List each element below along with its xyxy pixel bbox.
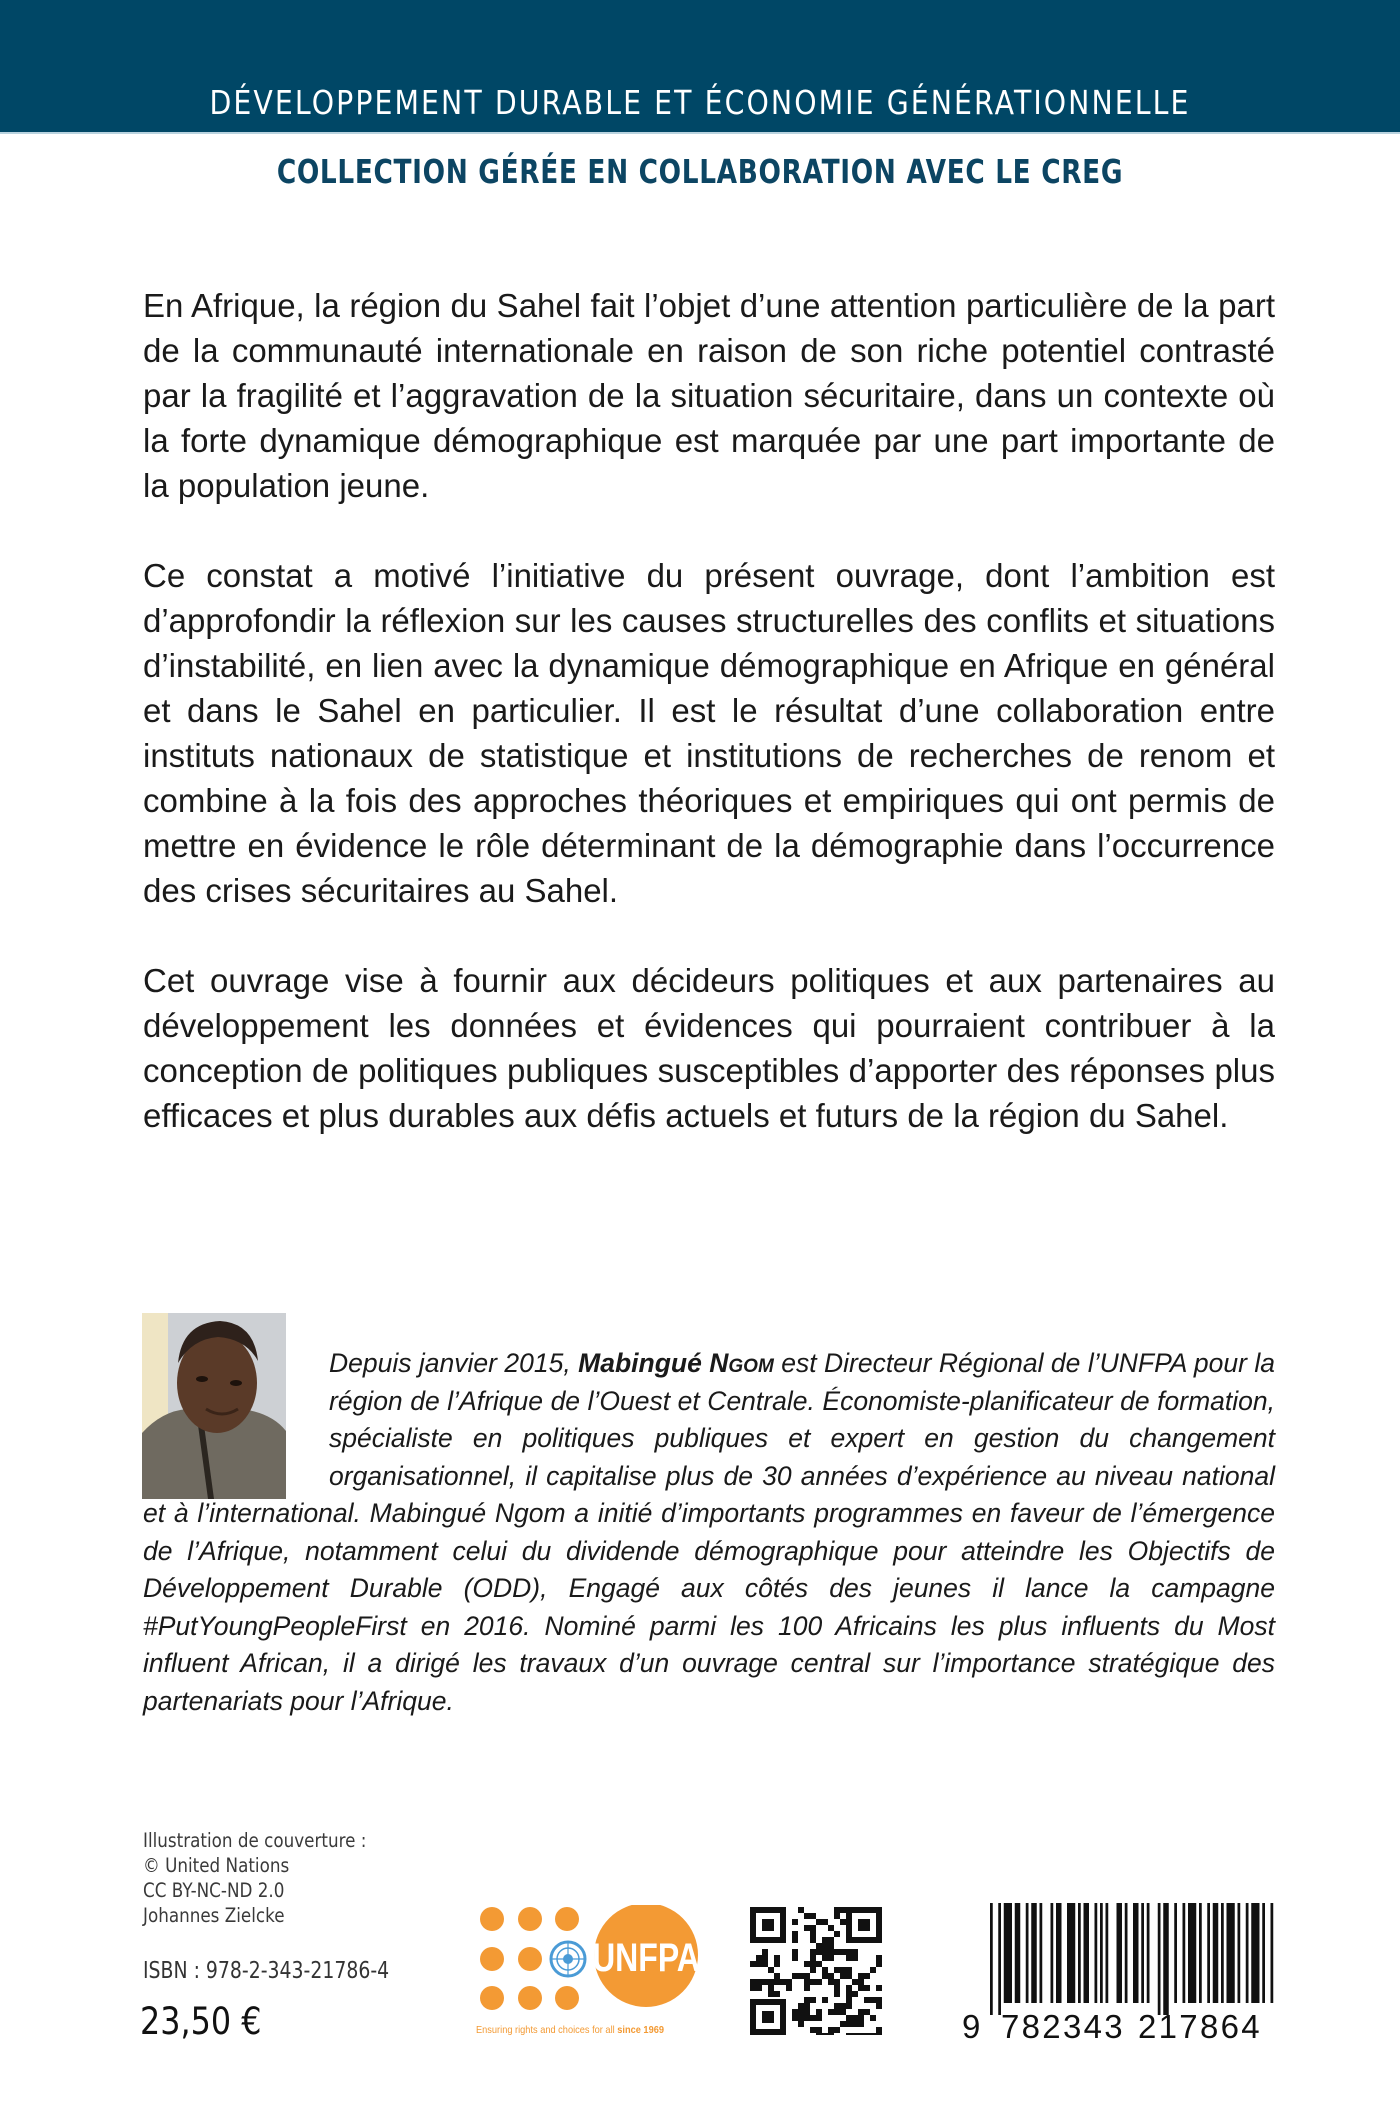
barcode-bar — [1207, 1903, 1210, 2003]
qr-module — [768, 1991, 774, 1997]
qr-module — [846, 2003, 852, 2009]
qr-module — [852, 1955, 858, 1961]
series-title: DÉVELOPPEMENT DURABLE ET ÉCONOMIE GÉNÉRATIONNELLE — [209, 83, 1191, 122]
qr-module — [750, 1961, 756, 1967]
qr-module — [822, 1943, 828, 1949]
qr-module — [846, 1997, 852, 2003]
qr-module — [816, 1961, 822, 1967]
qr-module — [756, 1985, 762, 1991]
credit-line: CC BY-NC-ND 2.0 — [143, 1879, 285, 1902]
qr-module — [840, 1973, 846, 1979]
barcode-bar — [1051, 1903, 1054, 2003]
qr-module — [774, 1973, 780, 1979]
un-emblem-icon — [551, 1942, 585, 1976]
unfpa-wordmark: UNFPA — [592, 1934, 700, 1980]
qr-module — [876, 1961, 882, 1967]
author-name-last: Ngom — [709, 1348, 774, 1378]
qr-module — [816, 1919, 822, 1925]
barcode-digits-right: 217864 — [1138, 2008, 1262, 2045]
qr-module — [810, 1967, 816, 1973]
qr-module — [798, 2003, 804, 2009]
qr-module — [792, 1973, 798, 1979]
author-name-first: Mabingué — [578, 1348, 710, 1378]
qr-module — [786, 1979, 792, 1985]
tagline-text: Ensuring rights and choices for all — [476, 2024, 618, 2036]
qr-module — [864, 2009, 870, 2015]
qr-module — [792, 2009, 798, 2015]
bio-lead: Depuis janvier 2015, — [329, 1348, 579, 1378]
qr-module — [822, 1937, 828, 1943]
qr-module — [840, 2021, 846, 2027]
qr-module — [852, 1991, 858, 1997]
blurb-paragraph-1: En Afrique, la région du Sahel fait l’objet d’une attention particulière de la part de la communauté internationale en raison de son riche potentiel contrasté par la fragilité et l’aggravation de la situation sécuritaire, dans un contexte où la forte dynamique démographique est marquée par une part importante de la population jeune. — [143, 287, 1275, 504]
qr-module — [840, 2003, 846, 2009]
qr-module — [810, 1931, 816, 1937]
qr-module — [876, 2027, 882, 2033]
qr-module — [846, 2015, 852, 2021]
qr-module — [834, 1913, 840, 1919]
qr-module — [828, 1955, 834, 1961]
qr-module — [828, 1973, 834, 1979]
qr-module — [870, 2015, 876, 2021]
barcode-bar — [1040, 1903, 1043, 2003]
qr-module — [798, 1973, 804, 1979]
qr-module — [834, 2009, 840, 2015]
barcode-bar — [1251, 1903, 1259, 2003]
qr-module — [840, 1949, 846, 1955]
qr-module — [810, 1979, 816, 1985]
qr-module — [798, 2015, 804, 2021]
qr-module — [846, 1955, 852, 1961]
barcode-bar — [1026, 1903, 1029, 2003]
barcode-bar — [1174, 1903, 1177, 2003]
qr-module — [846, 2033, 852, 2035]
qr-module — [822, 1997, 828, 2003]
isbn: ISBN : 978-2-343-21786-4 — [143, 1958, 390, 1984]
barcode-bar — [990, 1903, 993, 2015]
qr-module — [846, 1991, 852, 1997]
barcode-bar — [998, 1903, 1001, 2015]
barcode-bar — [1147, 1903, 1150, 2003]
qr-module — [834, 1985, 840, 1991]
qr-module — [804, 1985, 810, 1991]
barcode-bar — [1004, 1903, 1012, 2003]
qr-module — [762, 1919, 774, 1931]
author-bio — [143, 1345, 1275, 1720]
qr-module — [864, 2033, 870, 2035]
qr-module — [792, 1931, 798, 1937]
qr-module — [864, 1973, 870, 1979]
barcode-bar — [1262, 1903, 1265, 2003]
qr-module — [858, 2033, 864, 2035]
qr-module — [774, 1961, 780, 1967]
qr-module — [804, 1997, 810, 2003]
qr-module — [864, 1997, 870, 2003]
qr-module — [822, 1919, 828, 1925]
credit-line: © United Nations — [143, 1854, 290, 1877]
qr-module — [858, 2021, 864, 2027]
qr-module — [822, 1955, 828, 1961]
barcode-bar — [1163, 1903, 1169, 2015]
qr-module — [816, 1949, 822, 1955]
qr-module — [840, 1907, 846, 1913]
qr-module — [852, 2015, 858, 2021]
barcode-bar — [1133, 1903, 1139, 2003]
barcode-digits-left: 782343 — [1001, 2008, 1125, 2045]
barcode-bar — [1015, 1903, 1021, 2003]
barcode-bar — [1067, 1903, 1075, 2003]
qr-module — [762, 1961, 768, 1967]
qr-module — [798, 2021, 804, 2027]
qr-module — [876, 1985, 882, 1991]
qr-module — [822, 2033, 828, 2035]
qr-module — [816, 2033, 822, 2035]
qr-module — [768, 1979, 774, 1985]
qr-module — [852, 2021, 858, 2027]
qr-module — [810, 1937, 816, 1943]
qr-module — [804, 2003, 810, 2009]
barcode-bar — [1031, 1903, 1037, 2003]
qr-module — [810, 2027, 816, 2033]
qr-module — [822, 1973, 828, 1979]
qr-module — [756, 1979, 762, 1985]
qr-module — [852, 1979, 858, 1985]
unfpa-logo — [476, 1905, 706, 2035]
qr-module — [828, 1949, 834, 1955]
qr-module — [870, 1967, 876, 1973]
qr-module — [798, 1907, 804, 1913]
qr-module — [804, 1925, 810, 1931]
barcode-bar — [1221, 1903, 1224, 2003]
barcode-bar — [1056, 1903, 1062, 2003]
qr-module — [876, 2033, 882, 2035]
unfpa-tagline — [476, 2024, 664, 2036]
qr-module — [762, 1949, 768, 1955]
qr-module — [762, 2011, 774, 2023]
photo-wrap-spacer — [143, 1345, 329, 1493]
barcode-bar — [1095, 1903, 1098, 2003]
barcode-bar — [1100, 1903, 1103, 2003]
qr-module — [834, 1931, 840, 1937]
qr-module — [846, 1967, 852, 1973]
barcode-digit-first: 9 — [962, 2008, 981, 2045]
qr-module — [810, 1961, 816, 1967]
qr-module — [840, 1967, 846, 1973]
qr-code[interactable] — [750, 1907, 882, 2035]
qr-module — [804, 2015, 810, 2021]
qr-module — [828, 1925, 834, 1931]
qr-module — [750, 1985, 756, 1991]
qr-module — [816, 2015, 822, 2021]
qr-module — [810, 1913, 816, 1919]
barcode-bar — [1183, 1903, 1186, 2003]
qr-module — [822, 1967, 828, 1973]
qr-module — [828, 1937, 834, 1943]
qr-module — [834, 2003, 840, 2009]
barcode-bar — [1199, 1903, 1202, 2003]
qr-module — [810, 1949, 816, 1955]
barcode-bar — [1125, 1903, 1128, 2003]
qr-module — [828, 1979, 834, 1985]
bio-text: est Directeur Régional de l’UNFPA pour la région de l’Afrique de l’Ouest et Centrale. Économiste-planificateur de formation, spécialiste en politiques publiques et expert en gestion du changement organisationnel, il capitalise plus de 30 années d’expérience au niveau national et à l’international. Mabingué Ngom a initié d’importants programmes en faveur de l’émergence de l’Afrique, notamment celui du dividende démographique pour atteindre les Objectifs de Développement Durable (ODD), Engagé aux côtés des jeunes il lance la campagne #PutYoungPeopleFirst en 2016. Nominé parmi les 100 Africains les plus influents du Most influent African, il a dirigé les travaux d’un ouvrage central sur l’importance stratégique des partenariats pour l’Afrique. — [143, 1348, 1275, 1716]
barcode-bar — [1227, 1903, 1235, 2003]
qr-module — [828, 1943, 834, 1949]
qr-module — [810, 1997, 816, 2003]
blurb-paragraph-2: Ce constat a motivé l’initiative du présent ouvrage, dont l’ambition est d’approfondir la réflexion sur les causes structurelles des conflits et situations d’instabilité, en lien avec la dynamique démographique en Afrique en général et dans le Sahel en particulier. Il est le résultat d’une collaboration entre instituts nationaux de statistique et institutions de recherches de renom et combine à la fois des approches théoriques et empiriques qui ont permis de mettre en évidence le rôle déterminant de la démographie dans l’occurrence des crises sécuritaires au Sahel. — [143, 557, 1275, 909]
qr-module — [768, 1985, 774, 1991]
qr-module — [804, 1961, 810, 1967]
barcode-bar — [1158, 1903, 1161, 2015]
qr-module — [858, 2009, 864, 2015]
cover-credits — [143, 1828, 366, 1928]
qr-module — [828, 2027, 834, 2033]
qr-module — [774, 1979, 780, 1985]
qr-module — [834, 1967, 840, 1973]
qr-module — [786, 1985, 792, 1991]
qr-module — [858, 2015, 864, 2021]
qr-module — [762, 1955, 768, 1961]
qr-module — [774, 1991, 780, 1997]
qr-module — [822, 1949, 828, 1955]
qr-module — [810, 1955, 816, 1961]
qr-module — [792, 2015, 798, 2021]
qr-module — [834, 1949, 840, 1955]
qr-module — [810, 1925, 816, 1931]
qr-module — [756, 1955, 762, 1961]
qr-module — [846, 1973, 852, 1979]
qr-module — [798, 2009, 804, 2015]
price: 23,50 € — [140, 2000, 262, 2043]
barcode-bar — [1271, 1903, 1274, 2003]
qr-module — [804, 1913, 810, 1919]
qr-module — [876, 1997, 882, 2003]
qr-module — [816, 1979, 822, 1985]
qr-module — [834, 1979, 840, 1985]
qr-module — [858, 1919, 870, 1931]
qr-module — [834, 1907, 840, 1913]
qr-module — [774, 1955, 780, 1961]
qr-module — [804, 1973, 810, 1979]
barcode-bar — [1106, 1903, 1109, 2003]
qr-module — [792, 1949, 798, 1955]
qr-module — [828, 2009, 834, 2015]
barcode-bar — [1188, 1903, 1196, 2003]
qr-module — [756, 1961, 762, 1967]
qr-module — [852, 1949, 858, 1955]
qr-module — [750, 1979, 756, 1985]
qr-module — [816, 2009, 822, 2015]
qr-module — [858, 1979, 864, 1985]
barcode-bar — [1238, 1903, 1241, 2003]
qr-module — [870, 1997, 876, 2003]
credit-line: Illustration de couverture : — [143, 1829, 367, 1852]
qr-module — [792, 1919, 798, 1925]
qr-module — [846, 1985, 852, 1991]
qr-module — [828, 2033, 834, 2035]
barcode-bar — [1213, 1903, 1219, 2003]
qr-module — [846, 2021, 852, 2027]
qr-module — [864, 1985, 870, 1991]
qr-module — [804, 1979, 810, 1985]
qr-module — [840, 2009, 846, 2015]
qr-module — [792, 1937, 798, 1943]
collection-title: COLLECTION GÉRÉE EN COLLABORATION AVEC LE CREG — [276, 152, 1124, 191]
qr-module — [792, 1955, 798, 1961]
qr-module — [852, 2033, 858, 2035]
barcode-bar — [1078, 1903, 1081, 2003]
qr-module — [834, 2027, 840, 2033]
barcode-bar — [1141, 1903, 1144, 2003]
qr-module — [876, 1955, 882, 1961]
qr-module — [846, 1949, 852, 1955]
tagline-since: since 1969 — [617, 2024, 665, 2036]
qr-module — [810, 2015, 816, 2021]
credit-line: Johannes Zielcke — [143, 1904, 285, 1927]
barcode-bar — [1246, 1903, 1249, 2003]
qr-module — [876, 2003, 882, 2009]
qr-module — [858, 1973, 864, 1979]
qr-module — [816, 1943, 822, 1949]
qr-module — [804, 2009, 810, 2015]
qr-module — [840, 1919, 846, 1925]
qr-module — [768, 1967, 774, 1973]
barcode-bar — [1084, 1903, 1090, 2003]
qr-module — [834, 1991, 840, 1997]
isbn-barcode — [960, 1895, 1275, 2045]
qr-module — [816, 2027, 822, 2033]
barcode-bar — [1117, 1903, 1123, 2003]
qr-module — [858, 1985, 864, 1991]
qr-module — [870, 2033, 876, 2035]
qr-module — [780, 1979, 786, 1985]
qr-module — [762, 1979, 768, 1985]
blurb-paragraph-3: Cet ouvrage vise à fournir aux décideurs politiques et aux partenaires au développement les données et évidences qui pourraient contribuer à la conception de politiques publiques susceptibles d’apporter des réponses plus efficaces et plus durables aux défis actuels et futurs de la région du Sahel. — [143, 962, 1275, 1134]
